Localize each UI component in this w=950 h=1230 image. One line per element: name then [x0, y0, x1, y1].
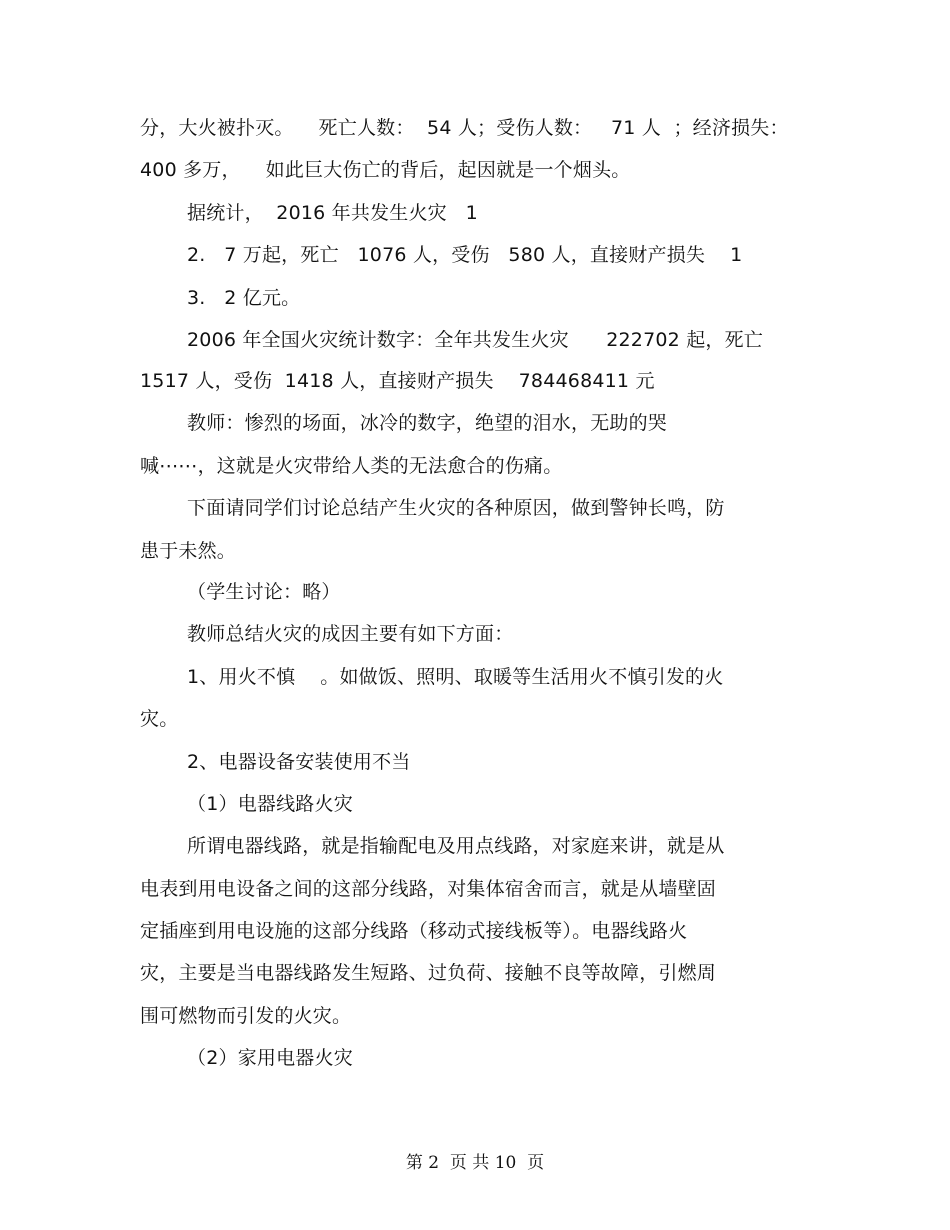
- text-line-2: 400 多万， 如此巨大伤亡的背后，起因就是一个烟头。: [140, 159, 631, 181]
- text-line-23: （2）家用电器火灾: [187, 1047, 353, 1069]
- text-line-17: （1）电器线路火灾: [187, 793, 353, 815]
- text-line-22: 围可燃物而引发的火灾。: [140, 1005, 352, 1027]
- text-line-11: 患于未然。: [140, 540, 237, 562]
- text-line-1: 分，大火被扑灭。 死亡人数： 54 人；受伤人数： 71 人 ；经济损失：: [140, 117, 789, 139]
- text-line-12: （学生讨论：略）: [187, 581, 341, 603]
- text-line-5: 3. 2 亿元。: [187, 287, 301, 309]
- text-line-19: 电表到用电设备之间的这部分线路，对集体宿舍而言，就是从墙壁固: [140, 878, 717, 900]
- text-line-20: 定插座到用电设施的这部分线路（移动式接线板等）。电器线路火: [140, 920, 688, 942]
- text-line-13: 教师总结火灾的成因主要有如下方面：: [187, 623, 514, 645]
- text-line-14: 1、用火不慎 。如做饭、照明、取暖等生活用火不慎引发的火: [187, 666, 724, 688]
- text-line-10: 下面请同学们讨论总结产生火灾的各种原因，做到警钟长鸣，防: [187, 497, 725, 519]
- text-line-16: 2、电器设备安装使用不当: [187, 751, 411, 773]
- text-line-8: 教师：惨烈的场面，冰冷的数字，绝望的泪水，无助的哭: [187, 412, 668, 434]
- text-line-15: 灾。: [140, 708, 179, 730]
- text-line-3: 据统计， 2016 年共发生火灾 1: [187, 202, 478, 224]
- text-line-4: 2. 7 万起，死亡 1076 人，受伤 580 人，直接财产损失 1: [187, 244, 743, 266]
- text-line-18: 所谓电器线路，就是指输配电及用点线路，对家庭来讲，就是从: [187, 835, 725, 857]
- page-footer: 第 2 页 共 10 页: [405, 1153, 545, 1173]
- text-line-7: 1517 人，受伤 1418 人，直接财产损失 784468411 元: [140, 370, 655, 392]
- text-line-6: 2006 年全国火灾统计数字：全年共发生火灾 222702 起，死亡: [187, 329, 764, 351]
- text-line-21: 灾，主要是当电器线路发生短路、过负荷、接触不良等故障，引燃周: [140, 962, 717, 984]
- text-line-9: 喊⋯⋯，这就是火灾带给人类的无法愈合的伤痛。: [140, 455, 563, 477]
